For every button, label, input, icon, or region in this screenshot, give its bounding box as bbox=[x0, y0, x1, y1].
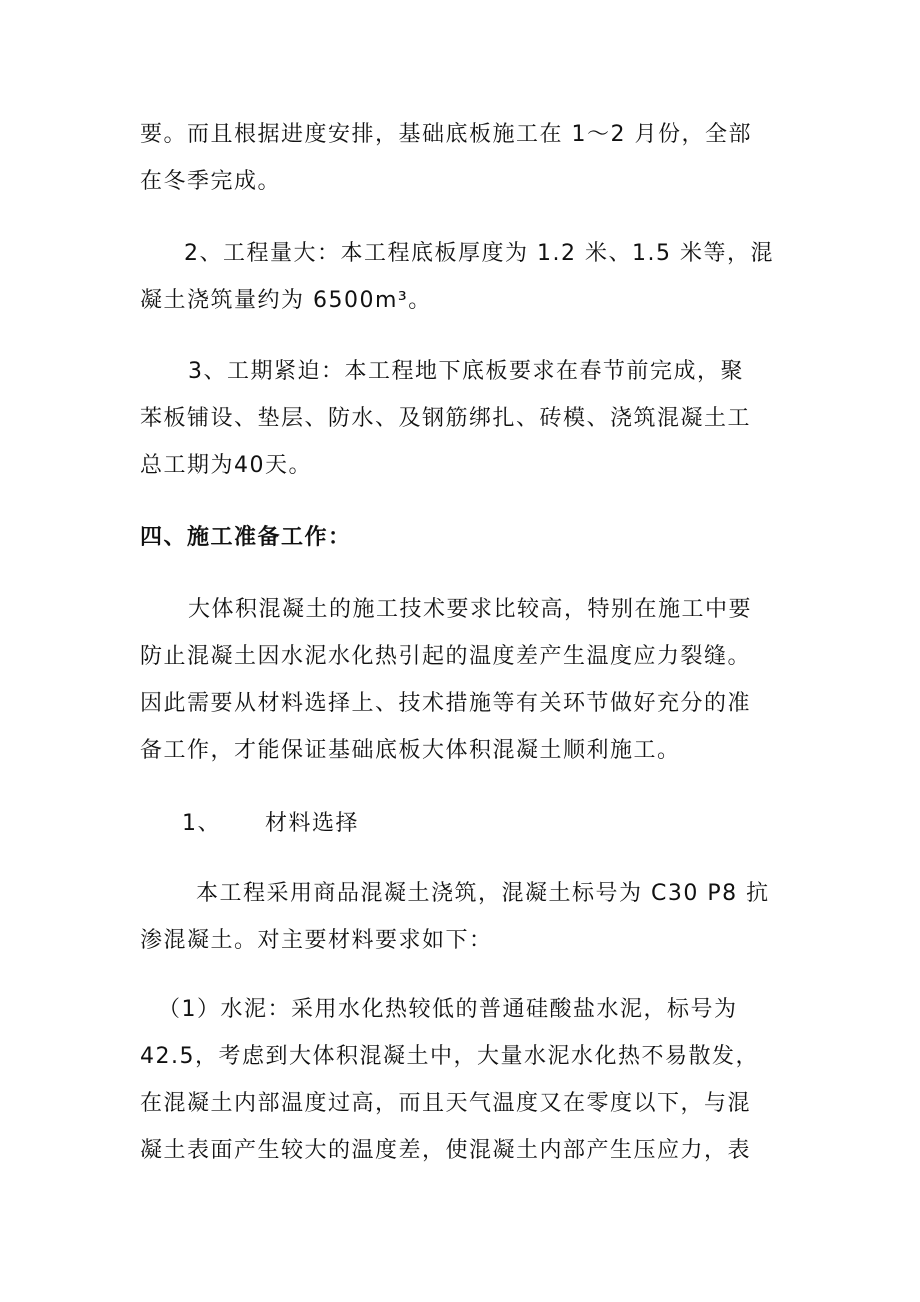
text-line: 2、工程量大：本工程底板厚度为 1.2 米、1.5 米等，混 bbox=[184, 241, 774, 266]
text-line: （1）水泥：采用水化热较低的普通硅酸盐水泥，标号为 bbox=[158, 997, 738, 1022]
text-line: 在冬季完成。 bbox=[140, 169, 282, 194]
text-line: 3、工期紧迫：本工程地下底板要求在春节前完成，聚 bbox=[188, 359, 744, 384]
text-line: 大体积混凝土的施工技术要求比较高，特别在施工中要 bbox=[188, 597, 753, 622]
paragraph-schedule-continuation bbox=[140, 111, 790, 205]
text-line: 总工期为40天。 bbox=[140, 453, 312, 478]
text-line: 备工作，才能保证基础底板大体积混凝土顺利施工。 bbox=[140, 738, 681, 763]
paragraph-preparation-intro bbox=[140, 586, 790, 774]
text-line: 在混凝土内部温度过高，而且天气温度又在零度以下，与混 bbox=[140, 1091, 752, 1116]
paragraph-tight-schedule bbox=[140, 348, 790, 489]
paragraph-concrete-spec bbox=[140, 870, 790, 964]
text-line: 防止混凝土因水泥水化热引起的温度差产生温度应力裂缝。 bbox=[140, 644, 752, 669]
text-line: 苯板铺设、垫层、防水、及钢筋绑扎、砖模、浇筑混凝土工 bbox=[140, 406, 752, 431]
section-heading bbox=[140, 514, 790, 561]
subheading-title: 材料选择 bbox=[265, 811, 360, 836]
text-line: 本工程采用商品混凝土浇筑，混凝土标号为 C30 P8 抗 bbox=[196, 881, 770, 906]
text-line: 凝土表面产生较大的温度差，使混凝土内部产生压应力，表 bbox=[140, 1138, 752, 1163]
text-line: 渗混凝土。对主要材料要求如下： bbox=[140, 928, 493, 953]
text-line: 要。而且根据进度安排，基础底板施工在 1～2 月份，全部 bbox=[140, 122, 752, 147]
paragraph-large-quantity bbox=[140, 230, 790, 324]
subheading-material-selection bbox=[140, 800, 790, 847]
paragraph-cement bbox=[140, 986, 790, 1174]
text-line: 因此需要从材料选择上、技术措施等有关环节做好充分的准 bbox=[140, 691, 752, 716]
subheading-number: 1、 bbox=[182, 811, 221, 836]
text-line: 42.5，考虑到大体积混凝土中，大量水泥水化热不易散发， bbox=[140, 1044, 759, 1069]
text-line: 凝土浇筑量约为 6500m³。 bbox=[140, 288, 432, 313]
section-heading-text: 四、施工准备工作： bbox=[140, 525, 352, 550]
